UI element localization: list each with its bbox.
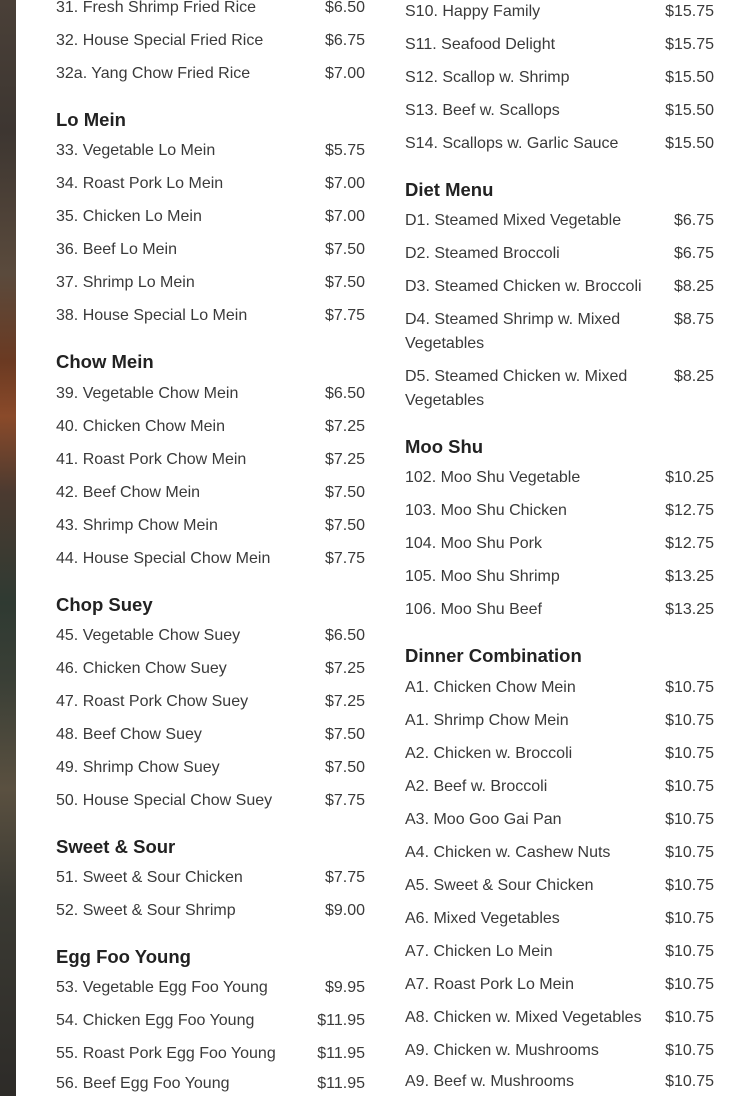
item-name: D1. Steamed Mixed Vegetable [405,212,622,229]
item-price: $10.75 [665,679,714,696]
menu-item [405,365,714,413]
menu-item [56,789,365,813]
item-name: 43. Shrimp Chow Mein [56,517,218,534]
menu-item [56,1009,365,1033]
menu-item [56,139,365,163]
item-price: $10.75 [665,844,714,861]
menu-item [405,66,714,90]
menu-item [405,33,714,57]
item-price: $7.50 [324,759,365,776]
item-price: $6.75 [673,245,714,262]
item-name: 37. Shrimp Lo Mein [56,274,195,291]
menu-item [56,29,365,53]
item-price: $11.95 [317,1045,365,1062]
category-title: Chop Suey [56,594,153,615]
menu-item [405,0,714,24]
item-price: $8.75 [673,311,714,328]
item-price: $7.75 [324,869,365,886]
item-price: $10.75 [665,1042,714,1059]
item-price: $10.75 [665,811,714,828]
menu-item [56,756,365,780]
item-price: $13.25 [665,601,714,618]
menu-item [56,304,365,328]
menu-item [405,1006,714,1030]
item-name: 45. Vegetable Chow Suey [56,627,241,644]
item-name: 104. Moo Shu Pork [405,535,542,552]
category-title: Diet Menu [405,179,494,200]
item-name: 36. Beef Lo Mein [56,241,177,258]
item-price: $15.50 [665,135,714,152]
item-price: $12.75 [665,535,714,552]
item-name: A8. Chicken w. Mixed Vegetables [405,1009,642,1026]
item-name: 56. Beef Egg Foo Young [56,1075,230,1092]
item-price: $6.75 [673,212,714,229]
menu-item [405,466,714,490]
item-name: 54. Chicken Egg Foo Young [56,1012,255,1029]
item-price: $8.25 [673,278,714,295]
item-price: $7.00 [324,175,365,192]
menu-item [56,415,365,439]
menu-item [56,657,365,681]
item-name: A1. Chicken Chow Mein [405,679,576,696]
item-name: A7. Chicken Lo Mein [405,943,553,960]
item-price: $10.75 [665,1073,714,1090]
item-name: 49. Shrimp Chow Suey [56,759,220,776]
item-price: $10.75 [665,910,714,927]
menu-item [405,275,714,299]
menu-item [405,1070,714,1094]
menu-item [56,382,365,406]
item-name: 55. Roast Pork Egg Foo Young [56,1045,276,1062]
menu-item [405,242,714,266]
item-price: $10.75 [665,976,714,993]
item-name: S11. Seafood Delight [405,36,556,53]
item-name: A6. Mixed Vegetables [405,910,560,927]
menu-item [56,624,365,648]
category-title: Moo Shu [405,436,484,457]
item-price: $15.50 [665,102,714,119]
item-price: $7.25 [324,451,365,468]
item-price: $7.25 [324,693,365,710]
item-price: $7.25 [324,418,365,435]
item-name: A7. Roast Pork Lo Mein [405,976,574,993]
item-price: $10.75 [665,778,714,795]
item-name: 44. House Special Chow Mein [56,550,271,567]
item-price: $6.50 [324,385,365,402]
menu-item [56,172,365,196]
item-price: $7.75 [324,307,365,324]
item-name: S14. Scallops w. Garlic Sauce [405,135,619,152]
item-price: $6.50 [324,627,365,644]
item-name: A5. Sweet & Sour Chicken [405,877,594,894]
item-price: $10.75 [665,712,714,729]
item-name: 48. Beef Chow Suey [56,726,202,743]
menu-item [405,209,714,233]
item-price: $15.75 [665,36,714,53]
menu-item [56,690,365,714]
item-name: S10. Happy Family [405,3,541,20]
item-name: A4. Chicken w. Cashew Nuts [405,844,611,861]
item-price: $10.25 [665,469,714,486]
item-name: D4. Steamed Shrimp w. Mixed Vegetables [405,311,621,352]
menu-item [405,532,714,556]
menu-item [56,238,365,262]
item-name: A9. Chicken w. Mushrooms [405,1042,599,1059]
item-price: $8.25 [673,368,714,385]
menu-item [56,448,365,472]
item-name: 35. Chicken Lo Mein [56,208,202,225]
category-title: Sweet & Sour [56,836,176,857]
category-title: Egg Foo Young [56,946,191,967]
item-name: 103. Moo Shu Chicken [405,502,567,519]
item-name: 46. Chicken Chow Suey [56,660,227,677]
item-name: 105. Moo Shu Shrimp [405,568,560,585]
item-name: 40. Chicken Chow Mein [56,418,225,435]
item-price: $10.75 [665,877,714,894]
item-name: 106. Moo Shu Beef [405,601,542,618]
item-name: S13. Beef w. Scallops [405,102,560,119]
menu-item [405,841,714,865]
item-name: 47. Roast Pork Chow Suey [56,693,249,710]
item-name: A1. Shrimp Chow Mein [405,712,569,729]
item-price: $7.50 [324,726,365,743]
item-name: A9. Beef w. Mushrooms [405,1073,574,1090]
item-name: 51. Sweet & Sour Chicken [56,869,243,886]
menu-item [56,723,365,747]
item-name: 34. Roast Pork Lo Mein [56,175,224,192]
item-name: D2. Steamed Broccoli [405,245,560,262]
item-name: A3. Moo Goo Gai Pan [405,811,562,828]
category-title: Lo Mein [56,109,126,130]
item-price: $5.75 [324,142,365,159]
menu-item [405,99,714,123]
item-price: $7.50 [324,517,365,534]
menu-item [405,565,714,589]
menu-item [56,1042,365,1066]
menu-item [405,308,714,356]
item-name: D5. Steamed Chicken w. Mixed Vegetables [405,368,628,409]
item-price: $7.50 [324,241,365,258]
item-name: 53. Vegetable Egg Foo Young [56,979,268,996]
item-name: 33. Vegetable Lo Mein [56,142,216,159]
menu-item [56,62,365,86]
menu-item [405,973,714,997]
item-price: $9.00 [324,902,365,919]
item-price: $11.95 [317,1012,365,1029]
item-name: 41. Roast Pork Chow Mein [56,451,247,468]
item-price: $7.50 [324,274,365,291]
item-name: 31. Fresh Shrimp Fried Rice [56,0,257,16]
item-name: A2. Chicken w. Broccoli [405,745,573,762]
item-price: $7.00 [324,208,365,225]
item-price: $15.75 [665,3,714,20]
item-price: $9.95 [324,979,365,996]
menu-item [405,132,714,156]
item-name: 32a. Yang Chow Fried Rice [56,65,251,82]
item-price: $7.75 [324,792,365,809]
item-price: $7.75 [324,550,365,567]
menu-item [56,899,365,923]
menu-item [405,709,714,733]
item-price: $7.00 [324,65,365,82]
item-price: $7.25 [324,660,365,677]
category-title: Chow Mein [56,351,154,372]
item-name: 32. House Special Fried Rice [56,32,264,49]
menu-item [405,907,714,931]
item-price: $6.75 [324,32,365,49]
item-name: S12. Scallop w. Shrimp [405,69,570,86]
menu-item [56,1072,365,1096]
menu-item [56,514,365,538]
menu-item [56,205,365,229]
menu-item [405,676,714,700]
menu-item [405,499,714,523]
item-price: $15.50 [665,69,714,86]
item-price: $10.75 [665,943,714,960]
item-price: $12.75 [665,502,714,519]
item-name: 42. Beef Chow Mein [56,484,201,501]
item-name: 50. House Special Chow Suey [56,792,273,809]
menu-item [405,598,714,622]
item-price: $13.25 [665,568,714,585]
menu-item [405,940,714,964]
background-photo-strip [0,0,16,1096]
menu-item [56,271,365,295]
menu-item [56,481,365,505]
menu-item [405,808,714,832]
item-name: D3. Steamed Chicken w. Broccoli [405,278,642,295]
menu-item [56,976,365,1000]
menu-item [405,775,714,799]
item-price: $11.95 [317,1075,365,1092]
item-name: 38. House Special Lo Mein [56,307,248,324]
item-name: 39. Vegetable Chow Mein [56,385,239,402]
category-title: Dinner Combination [405,645,582,666]
item-price: $10.75 [665,1009,714,1026]
menu-item [405,742,714,766]
item-price: $10.75 [665,745,714,762]
item-price: $6.50 [324,0,365,16]
item-name: 102. Moo Shu Vegetable [405,469,581,486]
menu-item [405,874,714,898]
menu-item [405,1039,714,1063]
item-price: $7.50 [324,484,365,501]
item-name: A2. Beef w. Broccoli [405,778,548,795]
menu-item [56,547,365,571]
menu-item [56,0,365,20]
menu-item [56,866,365,890]
item-name: 52. Sweet & Sour Shrimp [56,902,236,919]
